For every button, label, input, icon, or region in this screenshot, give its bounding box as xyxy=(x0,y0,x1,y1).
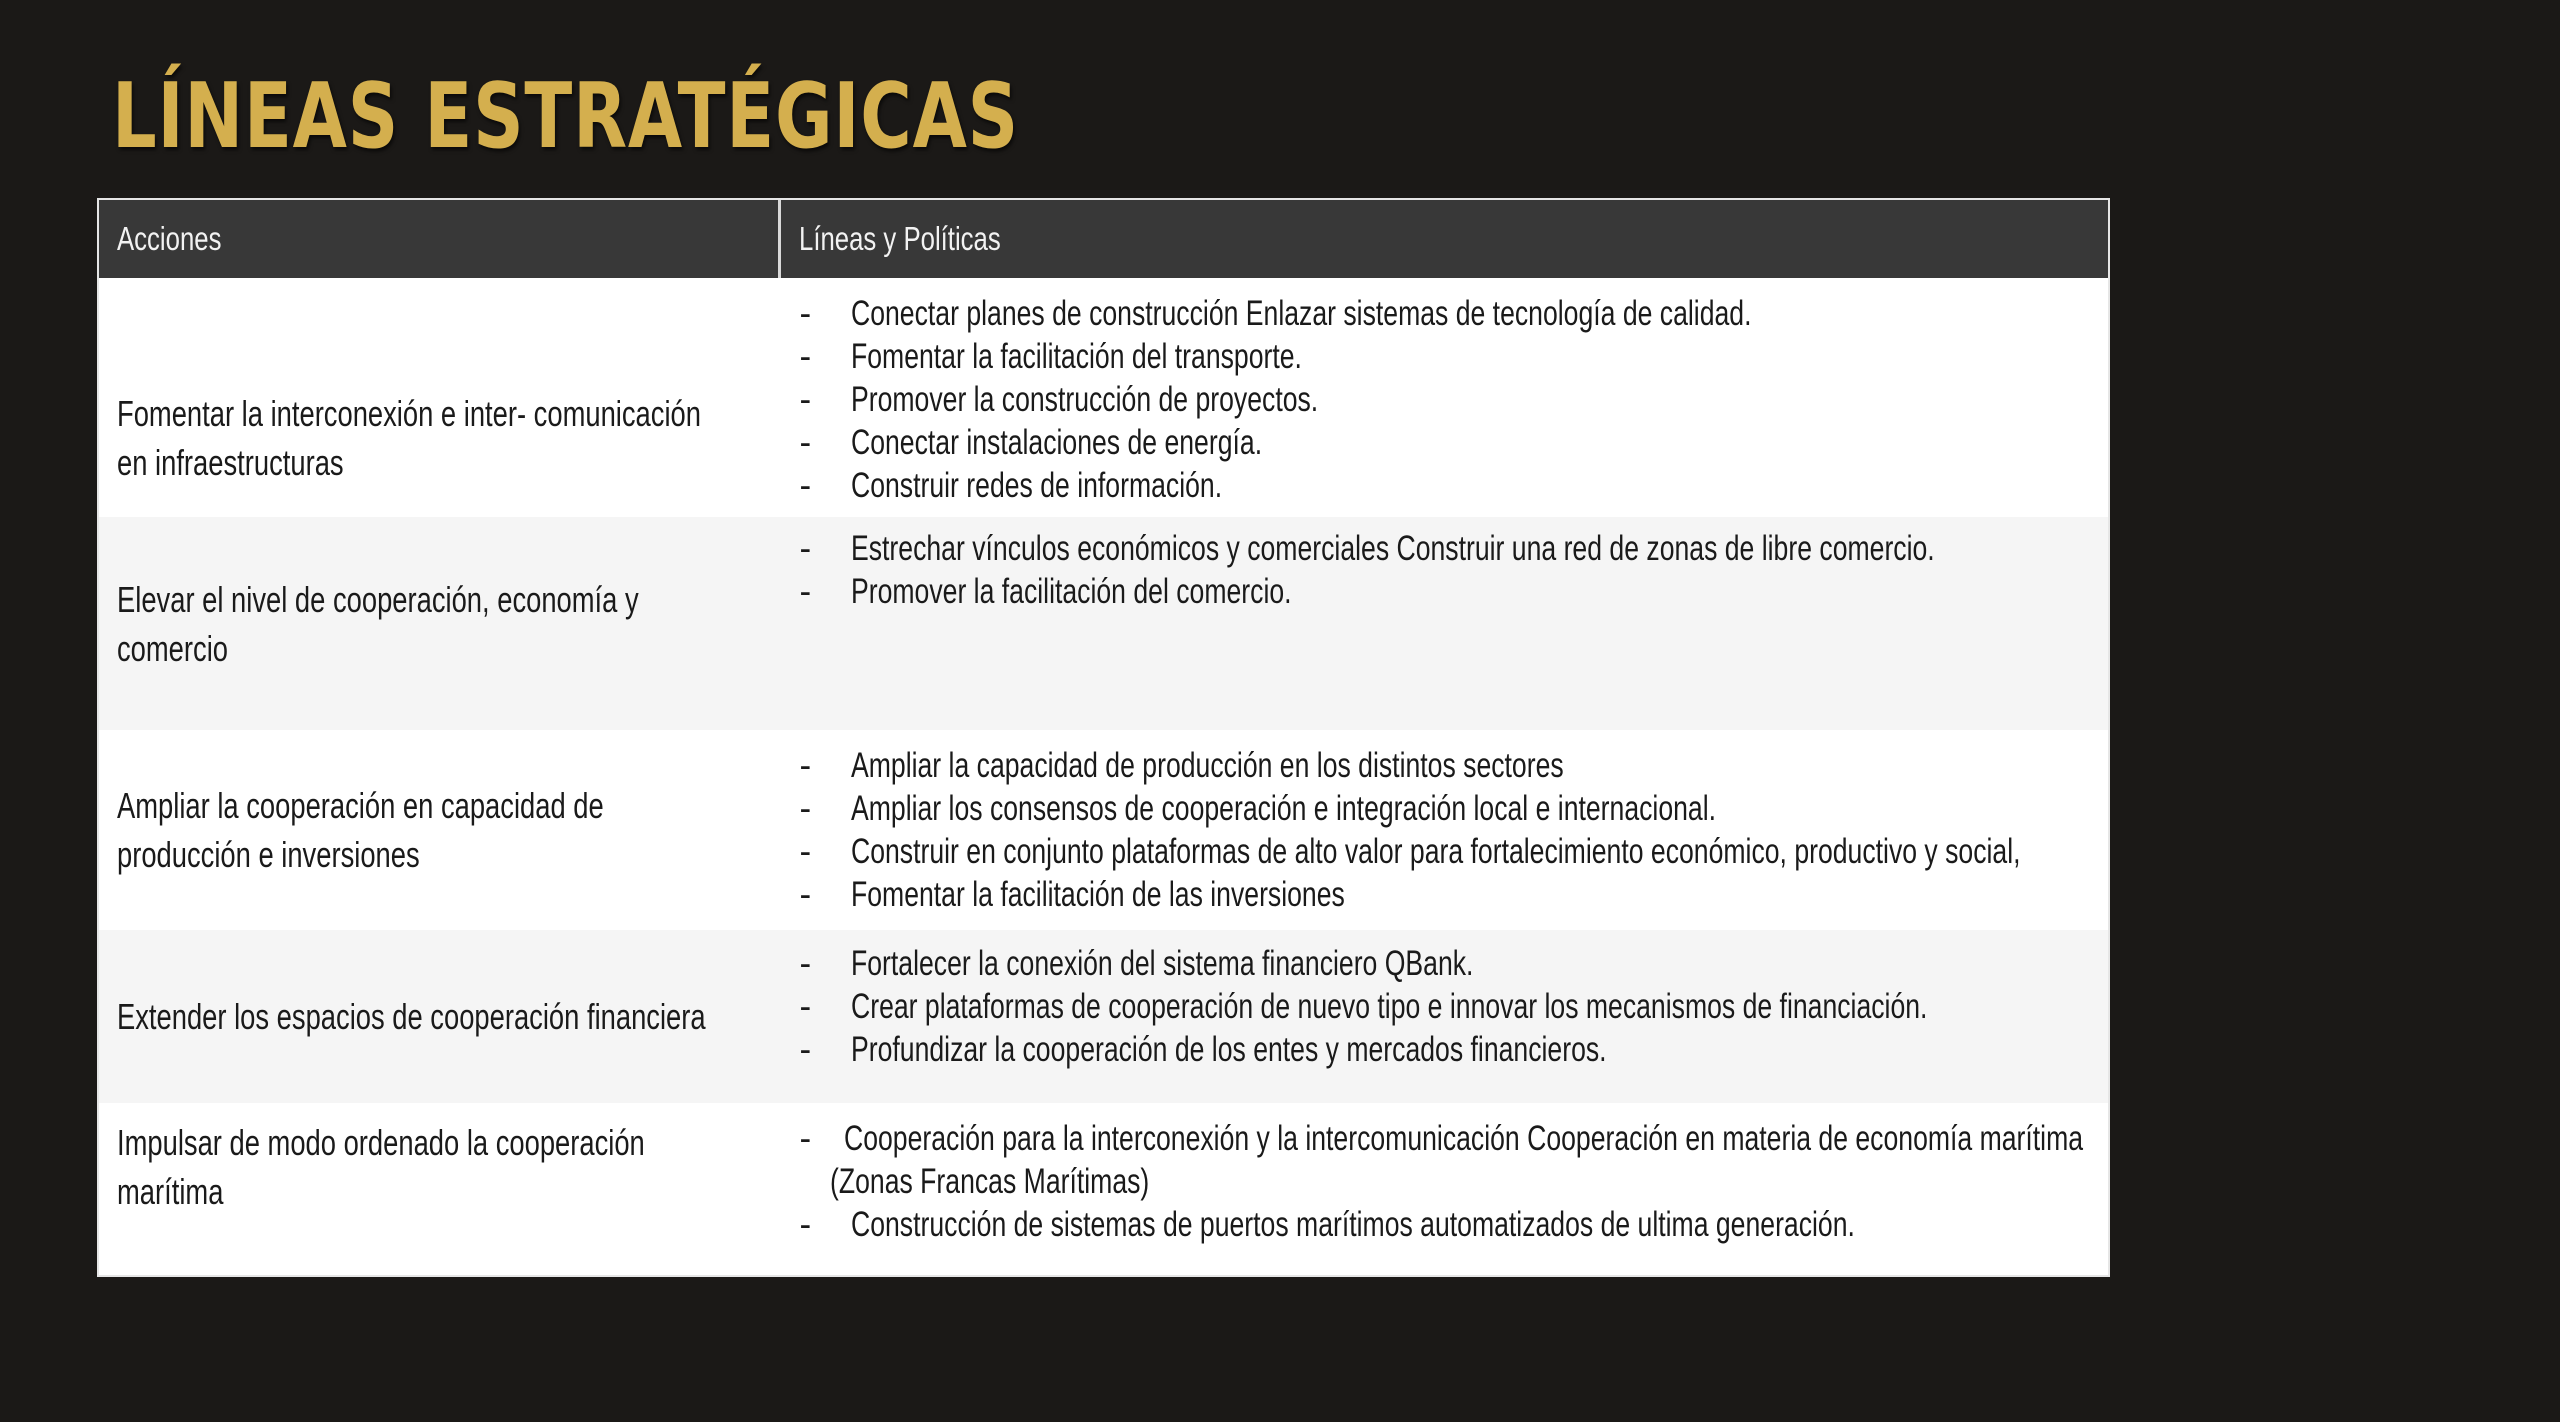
table-row xyxy=(99,1103,2108,1275)
accion-cell xyxy=(99,1103,780,1275)
politicas-cell xyxy=(780,1103,2109,1275)
list-item: - Promover la facilitación del comercio. xyxy=(799,572,1292,611)
table-row xyxy=(99,730,2108,930)
politicas-list xyxy=(800,744,2089,916)
politicas-cell xyxy=(780,517,2109,730)
accion-cell xyxy=(99,930,780,1103)
accion-cell xyxy=(99,278,780,517)
list-item: - Crear plataformas de cooperación de nuevo tipo e innovar los mecanismos de financiación. xyxy=(799,987,1927,1026)
accion-text: Ampliar la cooperación en capacidad de producción e inversiones xyxy=(117,785,604,875)
politicas-list xyxy=(800,1203,2089,1246)
politicas-cell xyxy=(780,730,2109,930)
table-header-row xyxy=(99,200,2108,278)
list-item: - Ampliar los consensos de cooperación e integración local e internacional. xyxy=(799,789,1716,828)
table-row xyxy=(99,278,2108,517)
accion-text: Impulsar de modo ordenado la cooperación marítima xyxy=(117,1122,645,1212)
list-item: - Construcción de sistemas de puertos marítimos automatizados de ultima generación. xyxy=(799,1205,1855,1244)
politicas-cell xyxy=(780,930,2109,1103)
header-lineas-politicas: Líneas y Políticas xyxy=(780,200,2109,278)
list-item: - Fomentar la facilitación de las inversiones xyxy=(799,875,1345,914)
politicas-list xyxy=(800,1117,2089,1160)
list-item: - Ampliar la capacidad de producción en los distintos sectores xyxy=(799,746,1564,785)
politicas-cell xyxy=(780,278,2109,517)
list-item: - Fortalecer la conexión del sistema financiero QBank. xyxy=(799,944,1473,983)
header-acciones: Acciones xyxy=(99,200,780,278)
strategy-table xyxy=(97,198,2110,1277)
list-item: - Conectar instalaciones de energía. xyxy=(799,423,1262,462)
list-item: - Construir en conjunto plataformas de alto valor para fortalecimiento económico, productivo y social, xyxy=(799,832,2021,871)
accion-text: Elevar el nivel de cooperación, economía y comercio xyxy=(117,578,639,669)
list-item: - Promover la construcción de proyectos. xyxy=(799,380,1318,419)
list-item-continuation: (Zonas Francas Marítimas) xyxy=(829,1162,1149,1201)
list-item: - Construir redes de información. xyxy=(799,466,1222,505)
politicas-list xyxy=(800,527,2089,613)
accion-text: Extender los espacios de cooperación financiera xyxy=(117,996,706,1037)
list-item: - Conectar planes de construcción Enlazar sistemas de tecnología de calidad. xyxy=(799,294,1751,333)
accion-cell xyxy=(99,517,780,730)
slide-title: LÍNEAS ESTRATÉGICAS xyxy=(112,64,1020,169)
list-item: - Estrechar vínculos económicos y comerciales Construir una red de zonas de libre comercio. xyxy=(799,529,1935,568)
list-item: - Fomentar la facilitación del transporte. xyxy=(799,337,1302,376)
list-item: - Profundizar la cooperación de los entes y mercados financieros. xyxy=(799,1030,1607,1069)
table-row xyxy=(99,930,2108,1103)
list-item: - Cooperación para la interconexión y la intercomunicación Cooperación en materia de economía marítima xyxy=(799,1119,2083,1158)
politicas-list xyxy=(800,292,2089,507)
accion-cell xyxy=(99,730,780,930)
table-row xyxy=(99,517,2108,730)
accion-text: Fomentar la interconexión e inter- comunicación en infraestructuras xyxy=(117,392,701,483)
politicas-list xyxy=(800,942,2089,1071)
